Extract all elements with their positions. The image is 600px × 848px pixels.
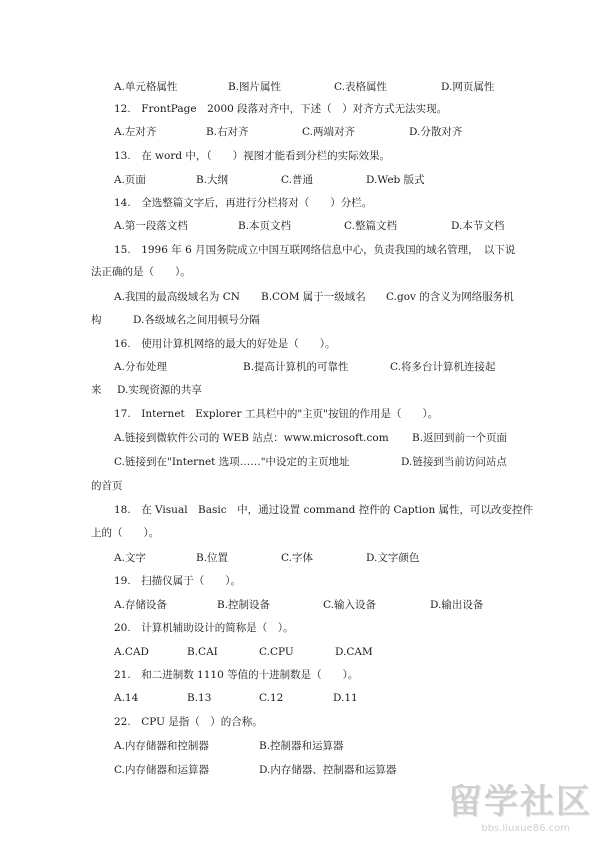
question-text: 21. 和二进制数 1110 等值的十进制数是（ ）。 (114, 669, 359, 681)
option-a: A.链接到微软件公司的 WEB 站点：www.microsoft.com (114, 432, 389, 444)
option-b: B.返回到前一个页面 (412, 432, 508, 444)
option-b: B.图片属性 (228, 81, 282, 93)
option-c: C.12 (259, 692, 284, 704)
question-text: 上的（ ）。 (91, 527, 160, 539)
option-b: B.13 (187, 692, 212, 704)
question-text: 15. 1996 年 6 月国务院成立中国互联网络信息中心，负责我国的域名管理， 以下说 (114, 244, 516, 256)
question-text: 16. 使用计算机网络的最大的好处是（ ）。 (114, 338, 336, 350)
option-b: B.位置 (196, 552, 229, 564)
option-b: B.大纲 (196, 174, 229, 186)
option-c-continued: 来 (91, 384, 102, 396)
question-text: 法正确的是（ ）。 (91, 266, 191, 278)
option-d: D.CAM (335, 646, 373, 658)
option-a: A.CAD (114, 646, 149, 658)
watermark-logo (424, 782, 592, 842)
option-b: B.本页文档 (238, 220, 292, 232)
option-d: D.本节文档 (451, 220, 505, 232)
option-d-continued: 的首页 (91, 480, 123, 492)
option-c: C.内存储器和运算器 (114, 764, 209, 776)
option-c: C.整篇文档 (344, 220, 397, 232)
option-d: D.链接到当前访问站点 (401, 456, 507, 468)
option-d: D.网页属性 (441, 81, 495, 93)
option-b: B.控制器和运算器 (259, 740, 344, 752)
option-d: D.文字颜色 (366, 552, 420, 564)
option-a: A.内存储器和控制器 (114, 740, 209, 752)
option-b: B.控制设备 (217, 599, 271, 611)
option-d: D.输出设备 (430, 599, 484, 611)
option-d: D.实现资源的共享 (117, 384, 202, 396)
option-a: A.14 (114, 692, 139, 704)
question-text: 22. CPU 是指（ ）的合称。 (114, 716, 263, 728)
question-text: 20. 计算机辅助设计的简称是（ ）。 (114, 622, 294, 634)
option-a: A.左对齐 (114, 126, 157, 138)
option-c: C.表格属性 (334, 81, 387, 93)
option-c: C.gov 的含义为网络服务机 (386, 291, 514, 303)
watermark-url: bbs.liuxue86.com (481, 823, 570, 834)
option-d: D.分散对齐 (409, 126, 463, 138)
option-b: B.CAI (187, 646, 218, 658)
option-d: D.Web 版式 (366, 174, 425, 186)
question-text: 12. FrontPage 2000 段落对齐中，下述（ ）对齐方式无法实现。 (114, 103, 448, 115)
option-c: C.CPU (259, 646, 294, 658)
question-text: 19. 扫描仪属于（ ）。 (114, 575, 241, 587)
watermark-text: 留学社区 (448, 782, 592, 822)
question-text: 14. 全选整篇文字后，再进行分栏将对（ ）分栏。 (114, 197, 373, 209)
option-a: A.存储设备 (114, 599, 167, 611)
option-c: C.两端对齐 (302, 126, 355, 138)
option-b: B.右对齐 (206, 126, 249, 138)
option-b: B.提高计算机的可靠性 (243, 361, 349, 373)
option-c: C.链接到在"Internet 选项……"中设定的主页地址 (114, 456, 350, 468)
option-d: D.11 (333, 692, 358, 704)
option-b: B.COM 属于一级域名 (261, 291, 366, 303)
option-c: C.普通 (281, 174, 313, 186)
option-a: A.我国的最高级域名为 CN (114, 291, 240, 303)
question-text: 18. 在 Visual Basic 中，通过设置 command 控件的 Caption 属性，可以改变控件 (114, 504, 534, 516)
option-a: A.文字 (114, 552, 146, 564)
option-c: C.将多台计算机连接起 (390, 361, 496, 373)
option-a: A.分布处理 (114, 361, 167, 373)
option-d: D.各级域名之间用顿号分隔 (133, 314, 260, 326)
question-text: 13. 在 word 中，（ ）视图才能看到分栏的实际效果。 (114, 150, 391, 162)
option-c: C.字体 (281, 552, 313, 564)
option-d: D.内存储器、控制器和运算器 (259, 764, 397, 776)
option-c: C.输入设备 (323, 599, 376, 611)
option-a: A.页面 (114, 174, 146, 186)
option-c-continued: 构 (91, 314, 102, 326)
option-a: A.第一段落文档 (114, 220, 188, 232)
option-a: A.单元格属性 (114, 81, 178, 93)
question-text: 17. Internet Explorer 工具栏中的"主页"按钮的作用是（ ）。 (114, 408, 439, 420)
